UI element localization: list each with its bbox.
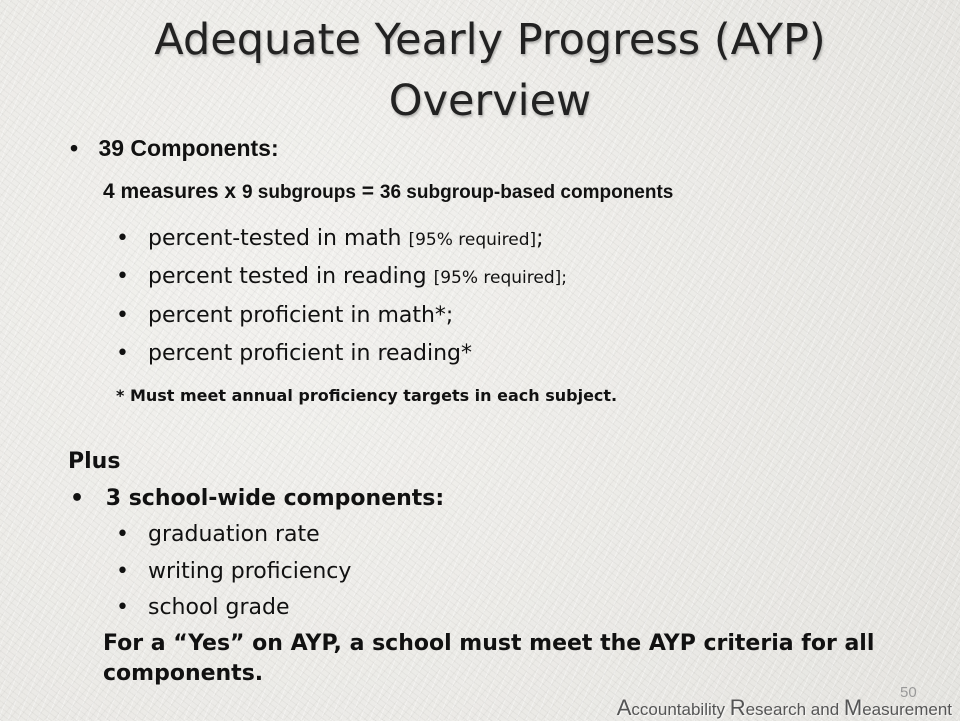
measures-part4: 36 subgroup-based components [379,182,674,203]
conclusion-text: For a “Yes” on AYP, a school must meet the AYP criteria for all components. [103,631,875,686]
measures-part1: 4 measures x [103,180,242,203]
schoolwide-item-text: graduation rate [147,522,320,547]
schoolwide-item [116,559,351,584]
plus-label: Plus [68,449,121,474]
bullet-icon: • [70,135,79,161]
measure-text: percent-tested in math [147,226,409,251]
measure-text: percent tested in reading [147,264,434,289]
footer-initial-a: A [616,695,632,720]
components-bullet-row [70,135,279,162]
bullet-icon: • [116,264,129,289]
footer-word-research: esearch and [745,700,844,719]
measures-part2: 9 subgroups [241,182,356,203]
bullet-icon: • [116,226,129,251]
measure-hint: [95% required]; [433,268,568,288]
measure-item [116,341,472,366]
bullet-icon: • [116,341,129,366]
measures-line [103,180,673,204]
bullet-icon: • [116,522,129,547]
footnote: * Must meet annual proficiency targets in each subject. [116,386,618,405]
measure-tail: ; [536,226,544,251]
footer-word-accountability: ccountability [631,700,730,719]
schoolwide-item-text: school grade [147,595,290,620]
measure-text: percent proficient in reading* [147,341,473,366]
schoolwide-item [116,522,320,547]
footer-org-name [500,695,952,721]
slide-title: Adequate Yearly Progress (AYP) Overview [154,15,826,126]
schoolwide-item-text: writing proficiency [147,559,352,584]
footer-initial-r: R [729,695,746,720]
bullet-icon: • [116,595,129,620]
schoolwide-item [116,595,290,620]
measures-part3: = [355,180,380,203]
bullet-icon: • [70,486,85,511]
measure-item [116,264,567,289]
footer-word-measurement: easurement [862,700,952,719]
footer-initial-m: M [843,695,863,720]
schoolwide-bullet-row [70,486,444,511]
measure-item [116,303,453,328]
page-number: 50 [900,684,917,701]
components-heading: 39 Components: [98,135,279,161]
measure-item [116,226,544,251]
bullet-icon: • [116,303,129,328]
schoolwide-heading: 3 school-wide components: [105,486,445,511]
measure-text: percent proficient in math*; [147,303,454,328]
bullet-icon: • [116,559,129,584]
measure-hint: [95% required] [408,230,537,250]
